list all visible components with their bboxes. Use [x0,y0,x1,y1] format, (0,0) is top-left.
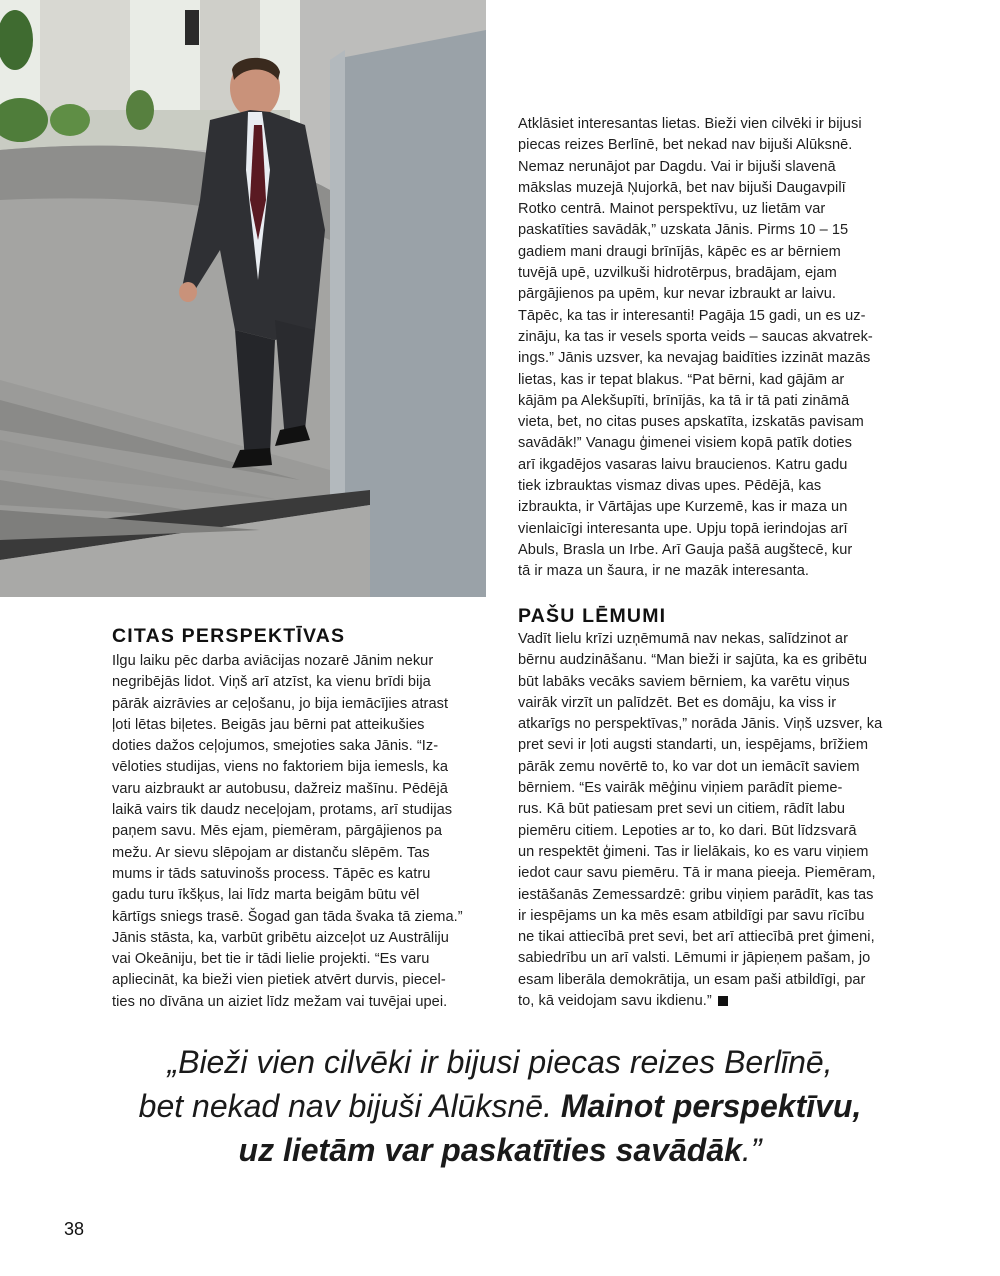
text-line: vieta, bet, no citas puses apskatīta, izskatās pavisam [518,414,864,431]
text-line: vēloties studijas, viens no faktoriem bija iemesls, ka [112,759,449,776]
text-line: tuvējā upē, uzvilkuši hidrotērpus, bradājam, ejam [518,265,837,282]
text-line: ne tikai attiecībā pret sevi, bet arī attiecībā pret ģimeni, [518,929,875,946]
text-line: Ilgu laiku pēc darba aviācijas nozarē Jānim nekur [112,653,434,669]
text-line: esam liberāla demokrātija, un esam paši atbildīgi, par [518,971,866,988]
article-column-right-bottom [518,629,882,1012]
text-line: gadu turu īkšķus, lai līdz marta beigām būtu vēl [112,887,420,904]
text-line: zināju, ka tas ir vesels sporta veids – saucas akvatrek- [518,328,873,345]
text-line: varu aizbraukt ar autobusu, dažreiz mašīnu. Pēdējā [112,780,448,797]
text-line: piemēru citiem. Lepoties ar to, ko dari. Būt līdzsvarā [518,822,857,839]
text-line: Tāpēc, ka tas ir interesanti! Pagāja 15 gadi, un es uz- [518,307,866,324]
text-line: tā ir maza un šaura, ir ne mazāk interesanta. [518,563,810,580]
text-line: pārgājienos pa upēm, kur nevar izbraukt ar laivu. [518,286,837,303]
text-line: ties no dīvāna un aiziet līdz mežam vai tuvējai upei. [112,993,448,1010]
text-line: bērnu audzināšanu. “Man bieži ir sajūta, ka es gribētu [518,652,868,669]
text-line: sabiedrību un arī valsti. Lēmumi ir jāpieņem pašam, jo [518,950,871,967]
text-line: doties dažos ceļojumos, smejoties saka Jānis. “Iz- [112,738,439,755]
text-line: Atklāsiet interesantas lietas. Bieži vien cilvēki ir bijusi [518,116,862,132]
pull-quote-emphasis: Mainot perspektīvu, [560,1088,862,1124]
text-line: Jānis stāsta, ka, varbūt gribētu aizceļot uz Austrāliju [112,929,449,946]
text-line: negribējās lidot. Viņš arī atzīst, ka vienu brīdi bija [112,674,431,691]
section-heading-pasu-lemumi: PAŠU LĒMUMI [518,605,667,627]
text-line: vai Okeāniju, bet tie ir tādi lielie projekti. “Es varu [112,951,430,968]
pull-quote-emphasis: uz lietām var paskatīties savādāk [238,1132,742,1168]
text-line: lietas, kas ir tepat blakus. “Pat bērni, kad gājām ar [518,371,845,388]
text-line: gadiem mani draugi brīnījās, kāpēc es ar bērniem [518,243,841,260]
text-line: apliecināt, ka bieži vien pietiek atvērt durvis, piecel- [112,972,446,989]
text-line: Rotko centrā. Mainot perspektīvu, uz lietām var [518,201,826,218]
pull-quote-line-1: „Bieži vien cilvēki ir bijusi piecas reizes Berlīnē, [167,1044,833,1080]
text-line: bērniem. “Es vairāk mēģinu viņiem parādīt pieme- [518,780,843,797]
section-heading-citas-perspektivas: CITAS PERSPEKTĪVAS [112,625,346,647]
text-line: paskatīties savādāk,” uzskata Jānis. Pirms 10 – 15 [518,222,849,239]
text-line-last [518,991,882,1012]
text-line: atkarīgs no perspektīvas,” norāda Jānis. Viņš uzsver, ka [518,716,883,733]
text-line: Nemaz nerunājot par Dagdu. Vai ir bijuši slavenā [518,158,836,175]
text-line: būt labāks vecāks saviem bērniem, ka varētu viņus [518,673,850,690]
text-line: savādāk!” Vanagu ģimenei visiem kopā patīk doties [518,435,852,452]
page-number: 38 [64,1219,85,1239]
text-line: paņem savu. Mēs ejam, piemēram, pārgājienos pa [112,823,443,840]
text-line: pārāk aizrāvies ar ceļošanu, jo bija iemācījies atrast [112,695,449,712]
text-line: Abuls, Brasla un Irbe. Arī Gauja pašā augštecē, kur [518,541,853,558]
article-column-left [112,651,463,1013]
pull-quote-text: .” [741,1132,762,1168]
text-line: vairāk virzīt un palīdzēt. Bet es domāju, ka viss ir [518,694,837,711]
text-line: Vadīt lielu krīzi uzņēmumā nav nekas, salīdzinot ar [518,631,848,647]
text-line: mākslas muzejā Ņujorkā, bet nav bijuši Daugavpilī [518,179,846,196]
article-photo [0,0,486,597]
text-line: ir iespējams un ka mēs esam atbildīgi par savu rīcību [518,907,865,924]
pull-quote [0,1040,1000,1172]
text-line: arī ikgadējos vasaras laivu braucienos. Katru gadu [518,456,848,473]
text-line: kārtīgs sniegs trasē. Šogad gan tāda švaka tā ziema.” [112,908,463,925]
text-line: mežu. Ar sievu slēpojam ar distanču slēpēm. Tas [112,844,430,861]
text-line: piecas reizes Berlīnē, bet nekad nav bijuši Alūksnē. [518,137,853,154]
text-line: ļoti lētas biļetes. Beigās jau bērni pat atteikušies [112,716,425,733]
pull-quote-text: bet nekad nav bijuši Alūksnē. [138,1088,561,1124]
pull-quote-line-2 [0,1084,1000,1128]
text-line: iestāšanās Zemessardzē: gribu viņiem parādīt, kas tas [518,886,874,903]
end-of-article-mark [718,996,728,1006]
text-line: un respektēt ģimeni. Tas ir lielākais, ko es varu viņiem [518,843,869,860]
photo-illustration [0,0,486,597]
text-line: iedot caur savu piemēru. Tā ir mana pieeja. Piemēram, [518,865,876,882]
text-line: mums ir tāds satuvinošs process. Tāpēc es katru [112,865,431,882]
text-line: tiek izbrauktas vismaz divas upes. Pēdējā, kas [518,478,822,495]
text-line: laikā vairs tik daudz neceļojam, protams, arī studijas [112,802,453,819]
pull-quote-line-3 [0,1128,1000,1172]
text-line: pret sevi ir ļoti augsti standarti, un, iespējams, brīžiem [518,737,869,754]
article-column-right-top [518,114,873,583]
text-line: pārāk zemu novērtē to, ko var dot un iemācīt saviem [518,758,860,775]
text-line: to, kā veidojam savu ikdienu.” [518,993,712,1010]
text-line: vienlaicīgi interesanta upe. Upju topā ierindojas arī [518,520,848,537]
text-line: ings.” Jānis uzsver, ka nevajag baidīties izzināt mazās [518,350,871,367]
text-line: rus. Kā būt patiesam pret sevi un citiem, rādīt labu [518,801,846,818]
text-line: kājām pa Alekšupīti, brīnījās, ka tā ir tā pati zināmā [518,392,850,409]
text-line: izbraukta, ir Vārtājas upe Kurzemē, kas ir maza un [518,499,848,516]
